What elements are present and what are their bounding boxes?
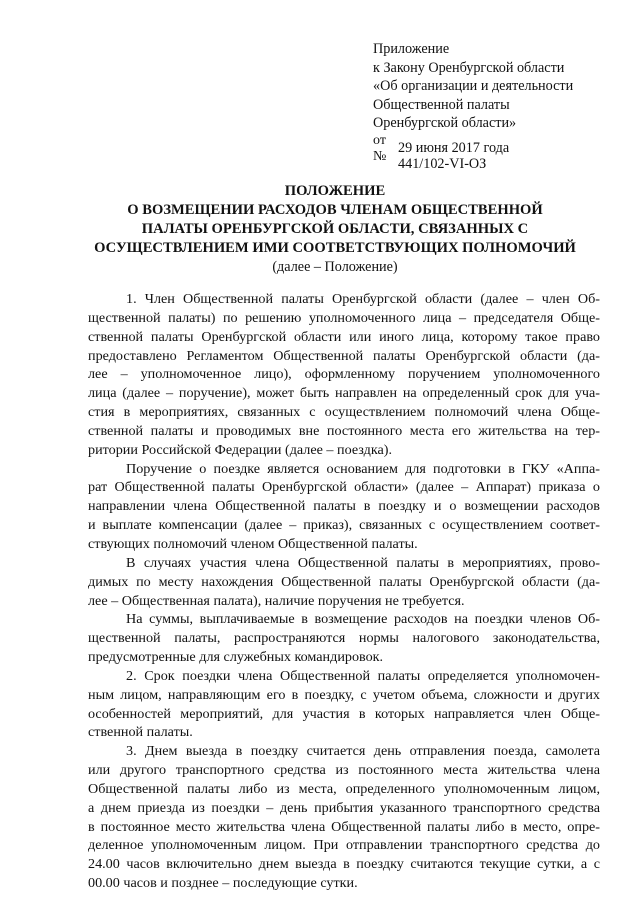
document-body: [88, 290, 600, 893]
paragraph-line: ственной палаты Оренбургской области или иного лица, которому такое право: [88, 328, 600, 345]
paragraph-line: предоставлено Регламентом Общественной палаты Оренбургской области (да-: [88, 347, 600, 364]
appendix-header: [373, 40, 623, 172]
from-label: от: [373, 132, 386, 148]
appendix-line: к Закону Оренбургской области: [373, 59, 565, 76]
paragraph-line: 00.00 часов и позднее – последующие сутки.: [88, 875, 358, 892]
paragraph-line: рат Общественной палаты Оренбургской области» (далее – Аппарат) приказа о: [88, 479, 600, 496]
paragraph-line: 2. Срок поездки члена Общественной палаты определяется уполномочен-: [126, 667, 600, 684]
paragraph-line: лица (далее – поручение), может быть направлен на определенный срок для уча-: [88, 385, 600, 402]
paragraph-line: лее – уполномоченное лицо), оформленному поручением уполномоченного: [88, 366, 600, 383]
paragraph-line: 3. Днем выезда в поездку считается день отправления поезда, самолета: [126, 743, 600, 760]
paragraph-line: направлении члена Общественной палаты в поездку и о возмещении расходов: [88, 498, 600, 515]
appendix-line: Приложение: [373, 41, 450, 57]
law-date-number: [373, 133, 623, 172]
number-label: №: [373, 148, 387, 164]
paragraph-line: 1. Член Общественной палаты Оренбургской области (далее – член Об-: [126, 291, 600, 307]
appendix-line: «Об организации и деятельности: [373, 78, 574, 95]
paragraph-line: В случаях участия члена Общественной палаты в мероприятиях, прово-: [126, 554, 600, 571]
paragraph-line: 24.00 часов включительно днем выезда в поездку считаются текущие сутки, а с: [88, 856, 600, 873]
paragraph-line: предусмотренные для служебных командировок.: [88, 649, 384, 666]
appendix-line: Оренбургской области»: [373, 115, 517, 132]
paragraph-line: щественной палаты) по решению уполномоченного лица – председателя Обще-: [88, 309, 600, 326]
law-date: 29 июня 2017 года: [398, 139, 510, 156]
appendix-line: Общественной палаты: [373, 96, 510, 113]
date-number-labels: [373, 133, 398, 165]
paragraph-line: стия в мероприятиях, связанных с осуществлением полномочий члена Обще-: [88, 404, 600, 421]
paragraph: [88, 610, 600, 667]
title-line: ОСУЩЕСТВЛЕНИЕМ ИМИ СООТВЕТСТВУЮЩИХ ПОЛНОМОЧИЙ: [94, 240, 576, 256]
paragraph: [88, 460, 600, 554]
date-number-values: [398, 140, 509, 172]
paragraph-line: и выплате компенсации (далее – приказ), связанных с осуществлением соответ-: [88, 517, 600, 534]
paragraph: [88, 290, 600, 460]
paragraph: [88, 554, 600, 611]
paragraph-line: особенностей мероприятий, для участия в которых направляется член Обще-: [88, 705, 600, 722]
paragraph-line: На суммы, выплачиваемые в возмещение расходов на поездки членов Об-: [126, 611, 600, 628]
paragraph-line: лее – Общественная палата), наличие поручения не требуется.: [88, 592, 465, 609]
paragraph-line: или другого транспортного средства из постоянного места жительства члена: [88, 762, 600, 779]
paragraph: [88, 742, 600, 893]
document-subtitle: (далее – Положение): [272, 259, 398, 275]
paragraph-line: Общественной палаты либо из места, определенного уполномоченным лицом,: [88, 780, 600, 797]
paragraph-line: в постоянное место жительства члена Общественной палаты либо в место, опре-: [88, 818, 600, 835]
paragraph-line: ствующих полномочий членом Общественной палаты.: [88, 535, 418, 552]
law-number: 441/102-VI-ОЗ: [398, 155, 487, 172]
document-title: [60, 182, 610, 258]
paragraph-line: ственной палаты и проводимых вне постоянного места его жительства на тер-: [88, 422, 600, 439]
paragraph-line: ритории Российской Федерации (далее – поездка).: [88, 441, 392, 458]
paragraph-line: деленное уполномоченным лицом. При отправлении транспортного средства до: [88, 837, 600, 854]
paragraph-line: а днем приезда из поездки – день прибытия указанного транспортного средства: [88, 799, 600, 816]
paragraph-line: ственной палаты.: [88, 724, 193, 741]
title-line: ПОЛОЖЕНИЕ: [284, 183, 386, 199]
paragraph-line: щественной палаты, распространяются нормы налогового законодательства,: [88, 630, 600, 647]
title-line: ПАЛАТЫ ОРЕНБУРГСКОЙ ОБЛАСТИ, СВЯЗАННЫХ С: [141, 221, 529, 237]
paragraph-line: Поручение о поездке является основанием для подготовки в ГКУ «Аппа-: [126, 460, 600, 477]
title-line: О ВОЗМЕЩЕНИИ РАСХОДОВ ЧЛЕНАМ ОБЩЕСТВЕННОЙ: [127, 202, 543, 218]
paragraph: [88, 667, 600, 742]
paragraph-line: ным лицом, направляющим его в поездку, с учетом объема, сложности и других: [88, 686, 600, 703]
paragraph-line: димых по месту нахождения Общественной палаты Оренбургской области (да-: [88, 573, 600, 590]
